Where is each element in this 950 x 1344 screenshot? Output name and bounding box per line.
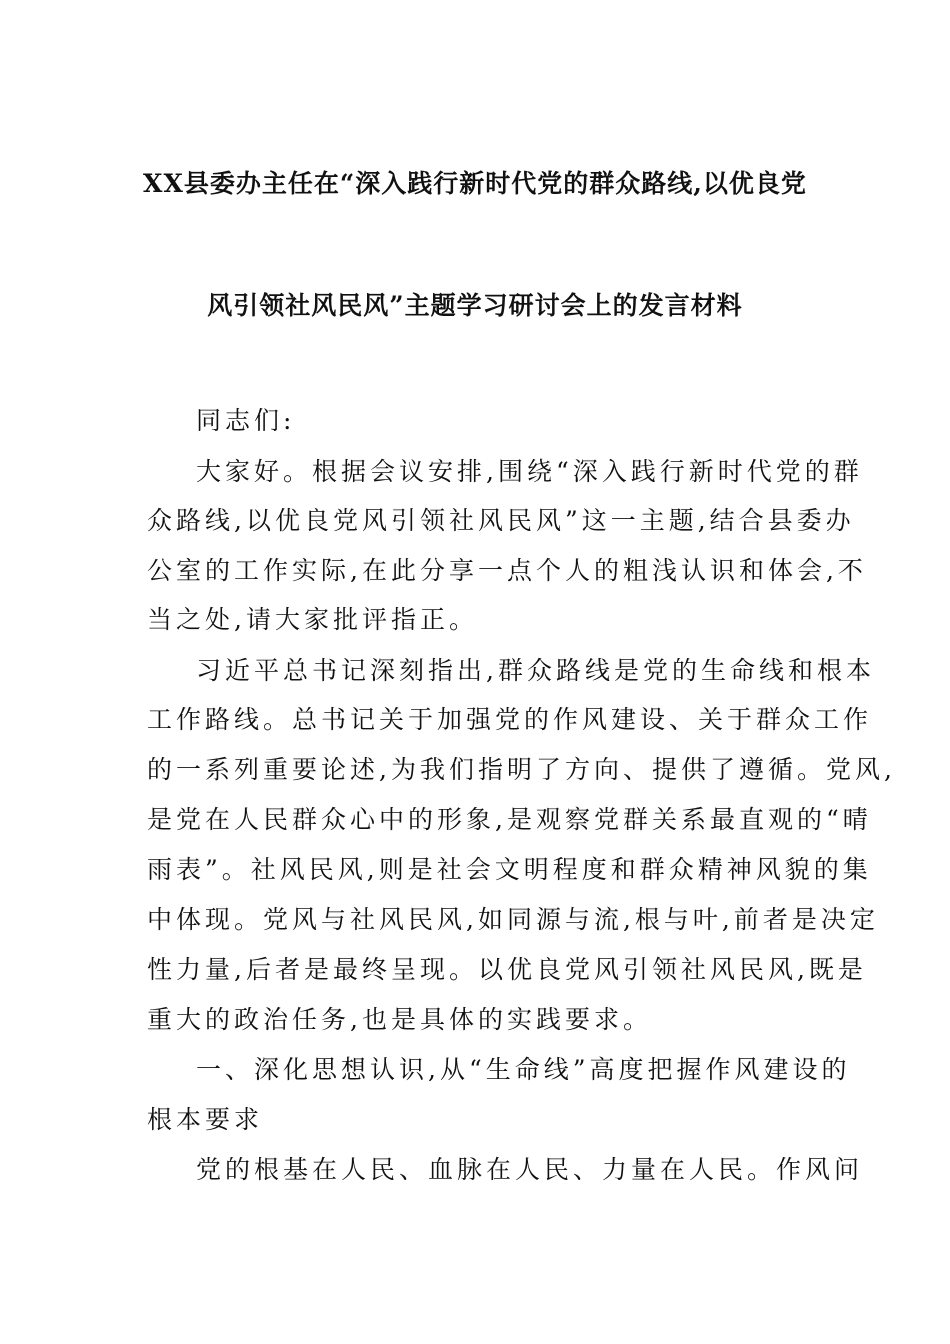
section-heading-line: 一、深化思想认识,从“生命线”高度把握作风建设的 — [196, 1055, 851, 1084]
salutation: 同志们: — [196, 406, 296, 435]
title-line-2: 风引领社风民风”主题学习研讨会上的发言材料 — [207, 291, 743, 320]
paragraph-line: 习近平总书记深刻指出,群众路线是党的生命线和根本 — [196, 656, 875, 685]
paragraph-line: 工作路线。总书记关于加强党的作风建设、关于群众工作 — [147, 705, 873, 734]
paragraph-line: 当之处,请大家批评指正。 — [147, 605, 478, 634]
paragraph-line: 是党在人民群众心中的形象,是观察党群关系最直观的“晴 — [147, 805, 872, 834]
paragraph-line: 的一系列重要论述,为我们指明了方向、提供了遵循。党风, — [147, 755, 896, 784]
paragraph-line: 党的根基在人民、血脉在人民、力量在人民。作风问 — [196, 1155, 864, 1184]
paragraph-line: 中体现。党风与社风民风,如同源与流,根与叶,前者是决定 — [147, 905, 879, 934]
paragraph-line: 公室的工作实际,在此分享一点个人的粗浅认识和体会,不 — [147, 556, 867, 585]
paragraph-line: 大家好。根据会议安排,围绕“深入践行新时代党的群 — [196, 457, 863, 486]
paragraph-line: 雨表”。社风民风,则是社会文明程度和群众精神风貌的集 — [147, 855, 872, 884]
paragraph-line: 众路线,以优良党风引领社风民风”这一主题,结合县委办 — [147, 506, 855, 535]
section-heading-line: 根本要求 — [147, 1105, 264, 1134]
paragraph-line: 重大的政治任务,也是具体的实践要求。 — [147, 1005, 652, 1034]
paragraph-line: 性力量,后者是最终呈现。以优良党风引领社风民风,既是 — [147, 955, 867, 984]
title-line-1: XX县委办主任在“深入践行新时代党的群众路线,以优良党 — [143, 169, 807, 198]
